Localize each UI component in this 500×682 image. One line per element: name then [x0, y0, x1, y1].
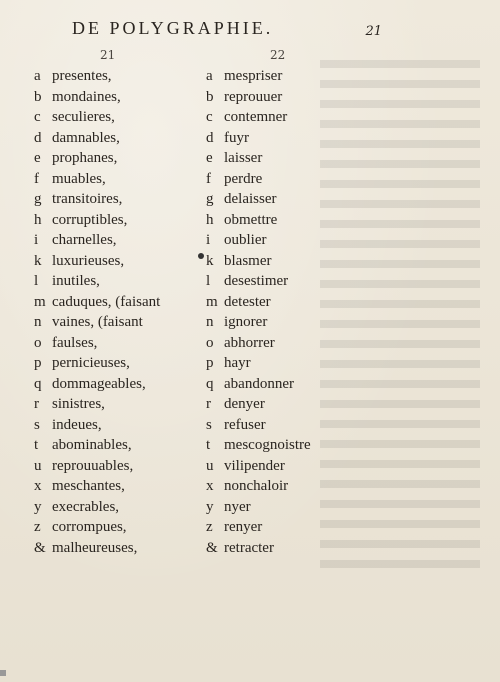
- left-entry: [34, 394, 160, 415]
- row-word: contemner: [224, 109, 288, 125]
- row-word: vaines, (faisant: [52, 314, 143, 330]
- row-letter: d: [34, 129, 42, 146]
- right-entry: [206, 189, 311, 210]
- row-letter: l: [206, 273, 211, 289]
- row-letter: i: [34, 232, 39, 248]
- left-entry: [34, 517, 160, 538]
- right-entry: [206, 435, 311, 456]
- row-letter: s: [206, 416, 212, 433]
- row-word: delaisser: [224, 191, 277, 207]
- left-entry: [34, 87, 160, 108]
- row-letter: o: [206, 334, 214, 351]
- row-word: hayr: [224, 355, 251, 371]
- right-entry: [206, 394, 311, 415]
- row-word: oublier: [224, 232, 267, 248]
- row-word: charnelles,: [52, 232, 117, 248]
- row-letter: x: [206, 478, 214, 494]
- row-letter: q: [206, 375, 214, 392]
- row-word: laisser: [224, 150, 263, 166]
- row-word: faulses,: [52, 334, 98, 351]
- row-word: caduques, (faisant: [52, 293, 161, 310]
- row-letter: x: [34, 478, 42, 494]
- row-word: luxurieuses,: [52, 252, 125, 269]
- row-letter: c: [206, 109, 213, 125]
- row-word: retracter: [224, 539, 274, 556]
- row-letter: u: [206, 457, 214, 474]
- right-entry: [206, 476, 311, 497]
- row-letter: r: [206, 396, 211, 412]
- row-word: ignorer: [224, 314, 268, 330]
- left-entry: [34, 189, 160, 210]
- left-entry: [34, 415, 160, 436]
- row-word: sinistres,: [52, 396, 105, 412]
- row-letter: p: [34, 355, 42, 371]
- page-number: 21: [365, 24, 382, 39]
- left-entry: [34, 169, 160, 190]
- row-letter: e: [206, 150, 213, 166]
- right-entry: [206, 251, 311, 272]
- row-letter: d: [206, 129, 214, 146]
- row-word: mondaines,: [52, 88, 121, 105]
- row-letter: y: [206, 498, 214, 515]
- row-letter: f: [34, 170, 39, 187]
- row-word: renyer: [224, 519, 263, 535]
- row-word: detester: [224, 293, 271, 310]
- row-letter: p: [206, 355, 214, 371]
- row-letter: k: [206, 252, 214, 269]
- row-word: pernicieuses,: [52, 355, 130, 371]
- row-word: meschantes,: [52, 478, 125, 494]
- row-word: abominables,: [52, 437, 132, 453]
- ink-dot: [198, 253, 204, 259]
- row-letter: t: [206, 437, 211, 453]
- left-entry: [34, 251, 160, 272]
- row-word: refuser: [224, 416, 266, 433]
- row-letter: u: [34, 457, 42, 474]
- row-word: corrompues,: [52, 519, 127, 535]
- row-letter: &: [34, 539, 46, 556]
- row-letter: h: [34, 211, 42, 228]
- row-letter: h: [206, 211, 214, 228]
- right-column-header: 22: [270, 48, 286, 62]
- left-column-header: 21: [100, 48, 116, 62]
- row-word: fuyr: [224, 129, 249, 146]
- right-entry: [206, 353, 311, 374]
- row-letter: o: [34, 334, 42, 351]
- left-entry: [34, 456, 160, 477]
- left-entry: [34, 210, 160, 231]
- left-entry: [34, 66, 160, 87]
- row-word: presentes,: [52, 68, 112, 84]
- right-column: [206, 66, 311, 558]
- row-word: perdre: [224, 170, 263, 187]
- row-word: corruptibles,: [52, 211, 128, 228]
- left-entry: [34, 128, 160, 149]
- right-entry: [206, 538, 311, 559]
- left-column: [34, 66, 160, 558]
- right-entry: [206, 497, 311, 518]
- row-letter: n: [34, 314, 42, 330]
- row-letter: g: [206, 191, 214, 207]
- row-word: mescognoistre: [224, 437, 311, 453]
- right-entry: [206, 210, 311, 231]
- row-word: mespriser: [224, 68, 283, 84]
- row-letter: b: [34, 88, 42, 105]
- row-word: indeues,: [52, 416, 102, 433]
- left-entry: [34, 292, 160, 313]
- row-letter: z: [34, 519, 41, 535]
- row-word: malheureuses,: [52, 539, 138, 556]
- corner-mark: [0, 670, 6, 676]
- row-word: damnables,: [52, 129, 120, 146]
- row-word: blasmer: [224, 252, 272, 269]
- row-letter: e: [34, 150, 41, 166]
- right-entry: [206, 87, 311, 108]
- row-word: muables,: [52, 170, 106, 187]
- row-letter: g: [34, 191, 42, 207]
- right-entry: [206, 169, 311, 190]
- row-letter: k: [34, 252, 42, 269]
- row-letter: r: [34, 396, 39, 412]
- left-entry: [34, 476, 160, 497]
- right-entry: [206, 374, 311, 395]
- right-entry: [206, 312, 311, 333]
- row-word: abhorrer: [224, 334, 275, 351]
- left-entry: [34, 538, 160, 559]
- row-word: seculieres,: [52, 109, 115, 125]
- row-word: obmettre: [224, 211, 278, 228]
- row-letter: c: [34, 109, 41, 125]
- left-entry: [34, 230, 160, 251]
- left-entry: [34, 374, 160, 395]
- row-letter: t: [34, 437, 39, 453]
- right-entry: [206, 292, 311, 313]
- right-entry: [206, 230, 311, 251]
- left-entry: [34, 435, 160, 456]
- row-letter: m: [206, 293, 218, 310]
- row-letter: s: [34, 416, 40, 433]
- row-letter: a: [206, 68, 213, 84]
- row-letter: b: [206, 88, 214, 105]
- right-entry: [206, 271, 311, 292]
- row-word: vilipender: [224, 457, 285, 474]
- right-entry: [206, 517, 311, 538]
- row-letter: m: [34, 293, 46, 310]
- row-word: desestimer: [224, 273, 289, 289]
- left-entry: [34, 148, 160, 169]
- row-word: prophanes,: [52, 150, 118, 166]
- left-entry: [34, 271, 160, 292]
- left-entry: [34, 107, 160, 128]
- row-word: abandonner: [224, 375, 294, 392]
- row-word: inutiles,: [52, 273, 100, 289]
- row-letter: &: [206, 539, 218, 556]
- row-word: dommageables,: [52, 375, 146, 392]
- page-title: DE POLYGRAPHIE.: [72, 18, 274, 38]
- row-letter: y: [34, 498, 42, 515]
- right-entry: [206, 66, 311, 87]
- right-entry: [206, 128, 311, 149]
- row-letter: l: [34, 273, 39, 289]
- row-word: execrables,: [52, 498, 120, 515]
- left-entry: [34, 497, 160, 518]
- row-letter: i: [206, 232, 211, 248]
- row-letter: z: [206, 519, 213, 535]
- left-entry: [34, 333, 160, 354]
- row-word: nonchaloir: [224, 478, 289, 494]
- show-through-text: [320, 60, 480, 580]
- row-word: denyer: [224, 396, 265, 412]
- left-entry: [34, 353, 160, 374]
- right-entry: [206, 148, 311, 169]
- right-entry: [206, 415, 311, 436]
- right-entry: [206, 107, 311, 128]
- row-letter: a: [34, 68, 41, 84]
- right-entry: [206, 456, 311, 477]
- row-word: transitoires,: [52, 191, 123, 207]
- row-word: nyer: [224, 498, 251, 515]
- row-letter: n: [206, 314, 214, 330]
- row-word: reprouuer: [224, 88, 283, 105]
- row-word: reprouuables,: [52, 457, 134, 474]
- row-letter: f: [206, 170, 211, 187]
- left-entry: [34, 312, 160, 333]
- row-letter: q: [34, 375, 42, 392]
- right-entry: [206, 333, 311, 354]
